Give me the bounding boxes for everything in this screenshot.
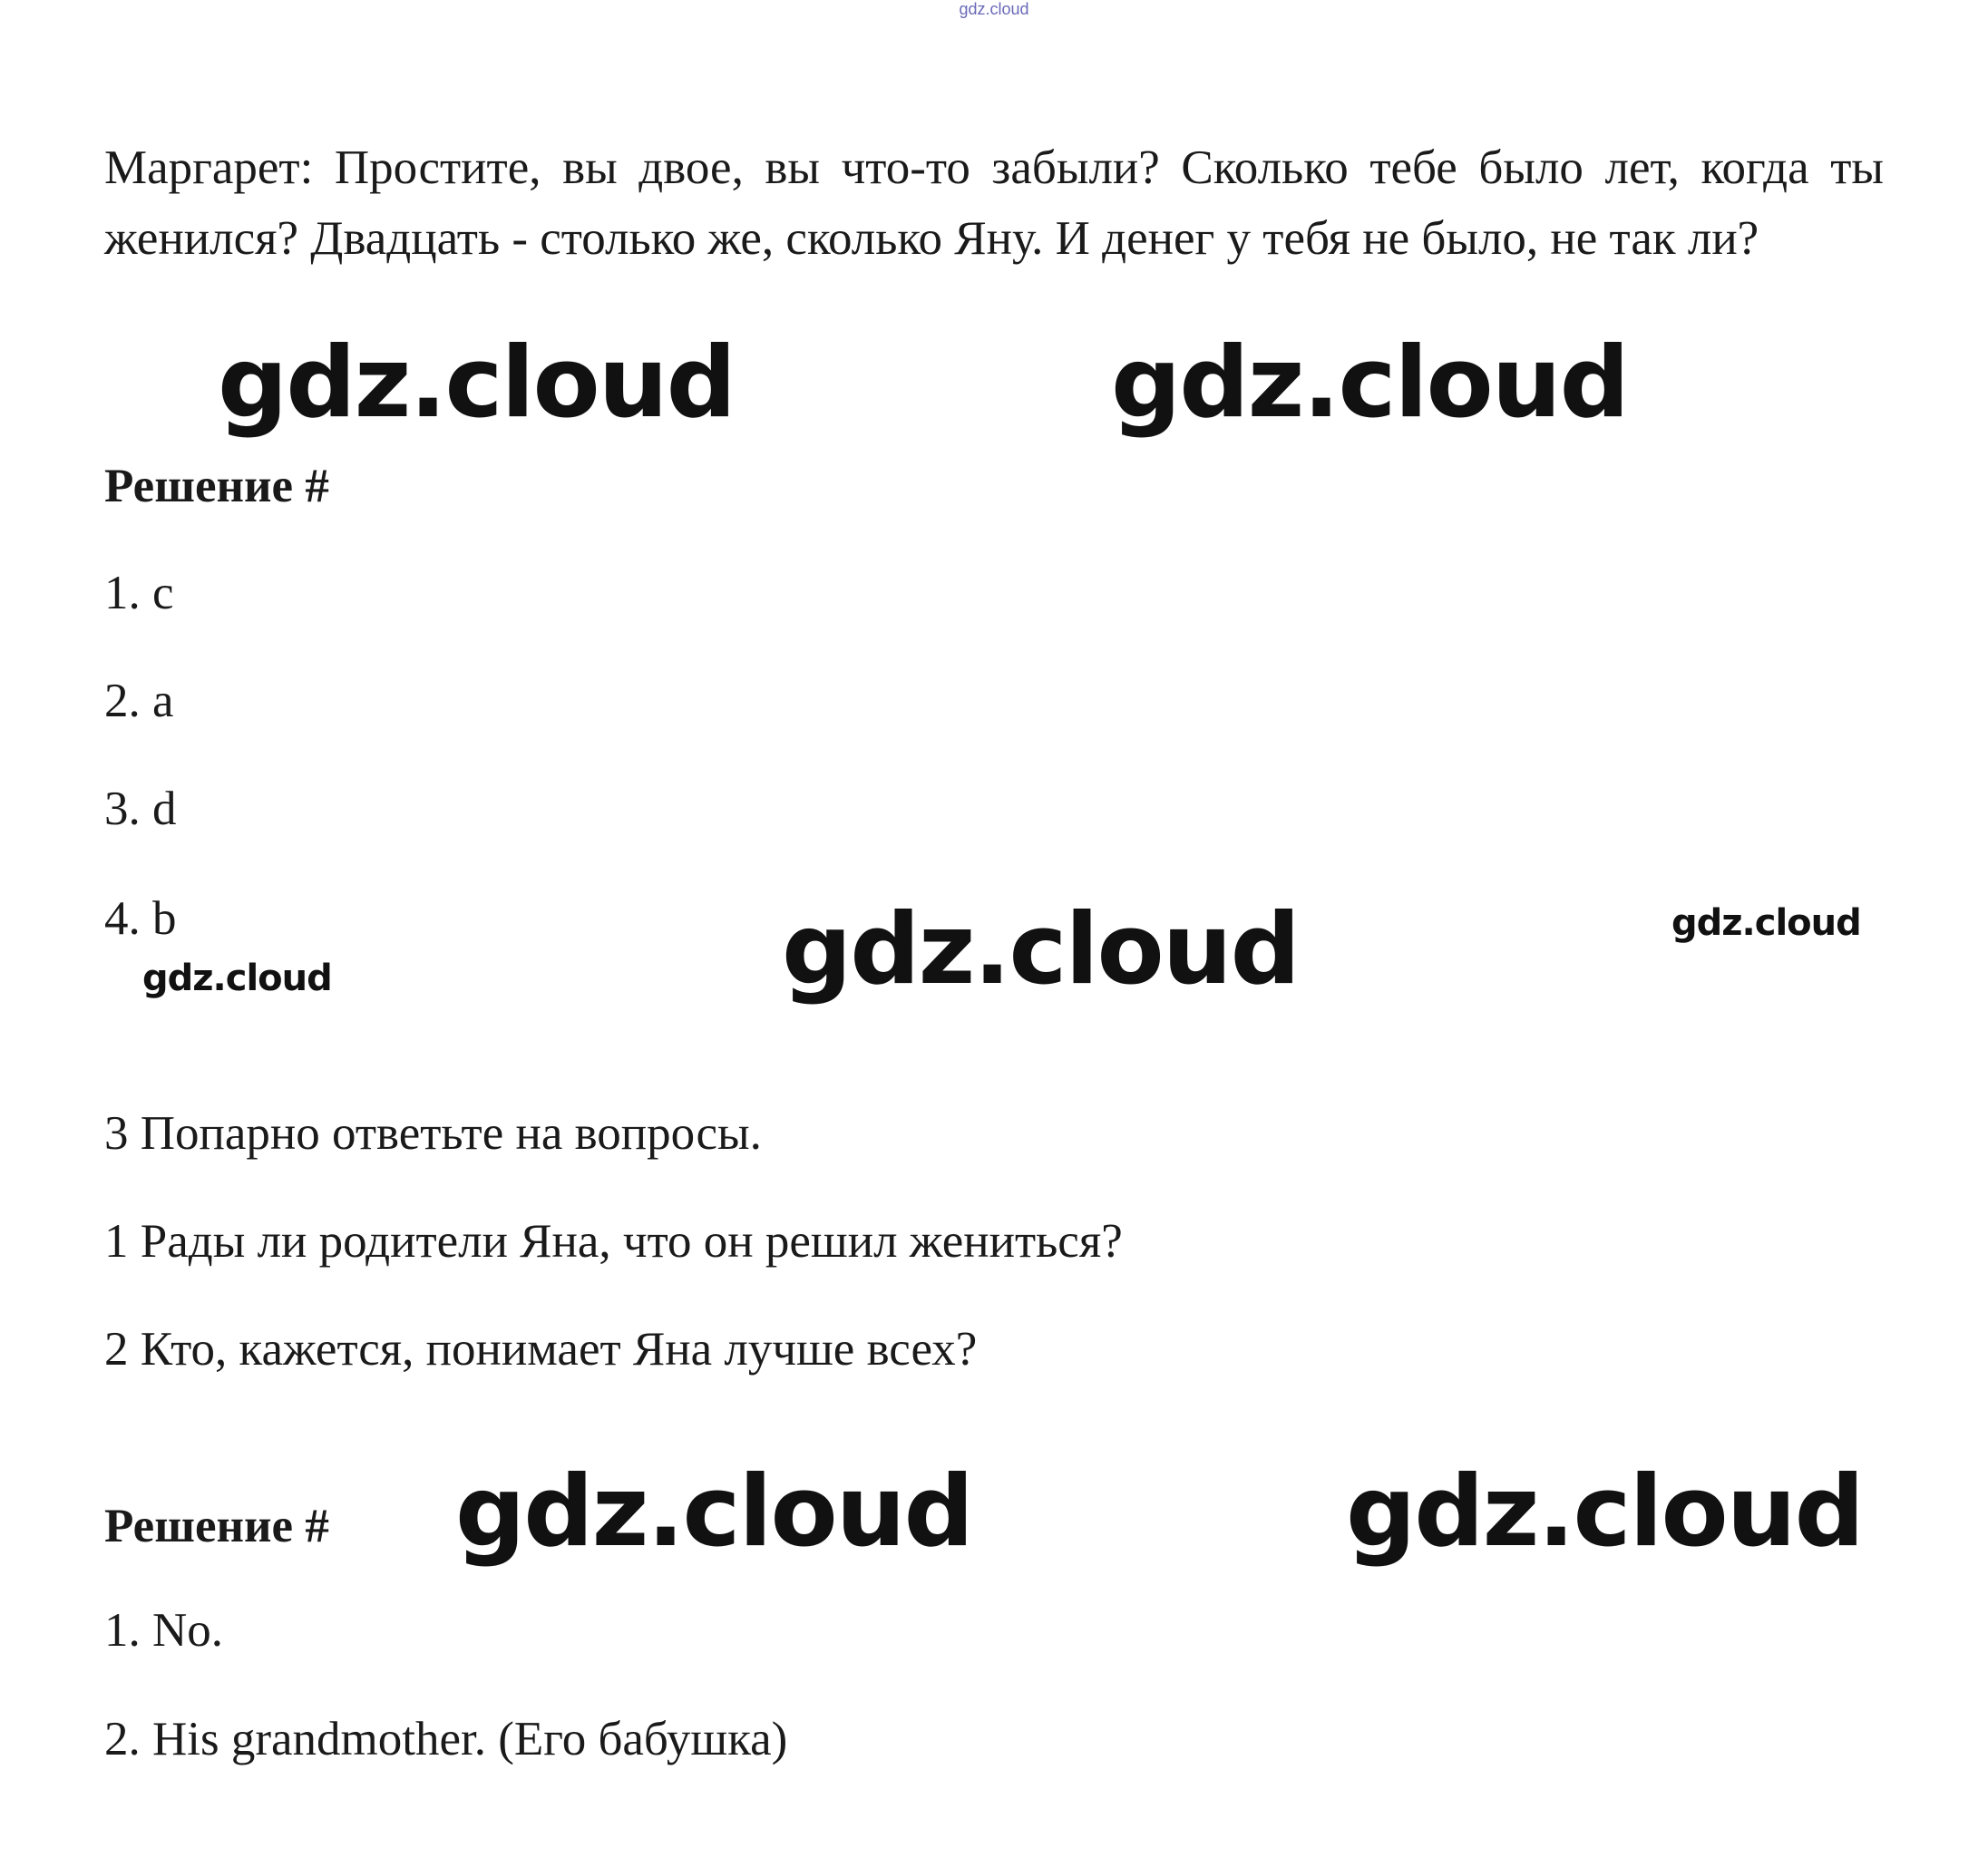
watermark: gdz.cloud — [782, 893, 1299, 1006]
answer-item: 3. d — [104, 783, 177, 835]
answer-item: 2. a — [104, 675, 174, 727]
solution-heading-2: Решение # — [104, 1500, 329, 1552]
watermark: gdz.cloud — [1111, 326, 1628, 440]
watermark: gdz.cloud — [142, 958, 332, 999]
answer-item: 2. His grandmother. (Его бабушка) — [104, 1713, 788, 1765]
header-watermark: gdz.cloud — [959, 0, 1029, 18]
watermark: gdz.cloud — [1346, 1455, 1863, 1569]
solution-heading-1: Решение # — [104, 460, 329, 512]
task-question: 1 Рады ли родители Яна, что он решил жениться? — [104, 1215, 1123, 1268]
watermark: gdz.cloud — [218, 326, 735, 440]
task-question: 2 Кто, кажется, понимает Яна лучше всех? — [104, 1323, 978, 1376]
intro-paragraph: Маргарет: Простите, вы двое, вы что-то забыли? Сколько тебе было лет, когда ты женился? Двадцать - столько же, сколько Яну. И денег у тебя не было, не так ли? — [104, 141, 1884, 265]
answer-item: 1. c — [104, 567, 174, 619]
answer-item: 1. No. — [104, 1604, 224, 1657]
answer-item: 4. b — [104, 892, 177, 945]
task-title: 3 Попарно ответьте на вопросы. — [104, 1107, 762, 1160]
watermark: gdz.cloud — [1671, 902, 1861, 944]
watermark: gdz.cloud — [455, 1455, 972, 1569]
